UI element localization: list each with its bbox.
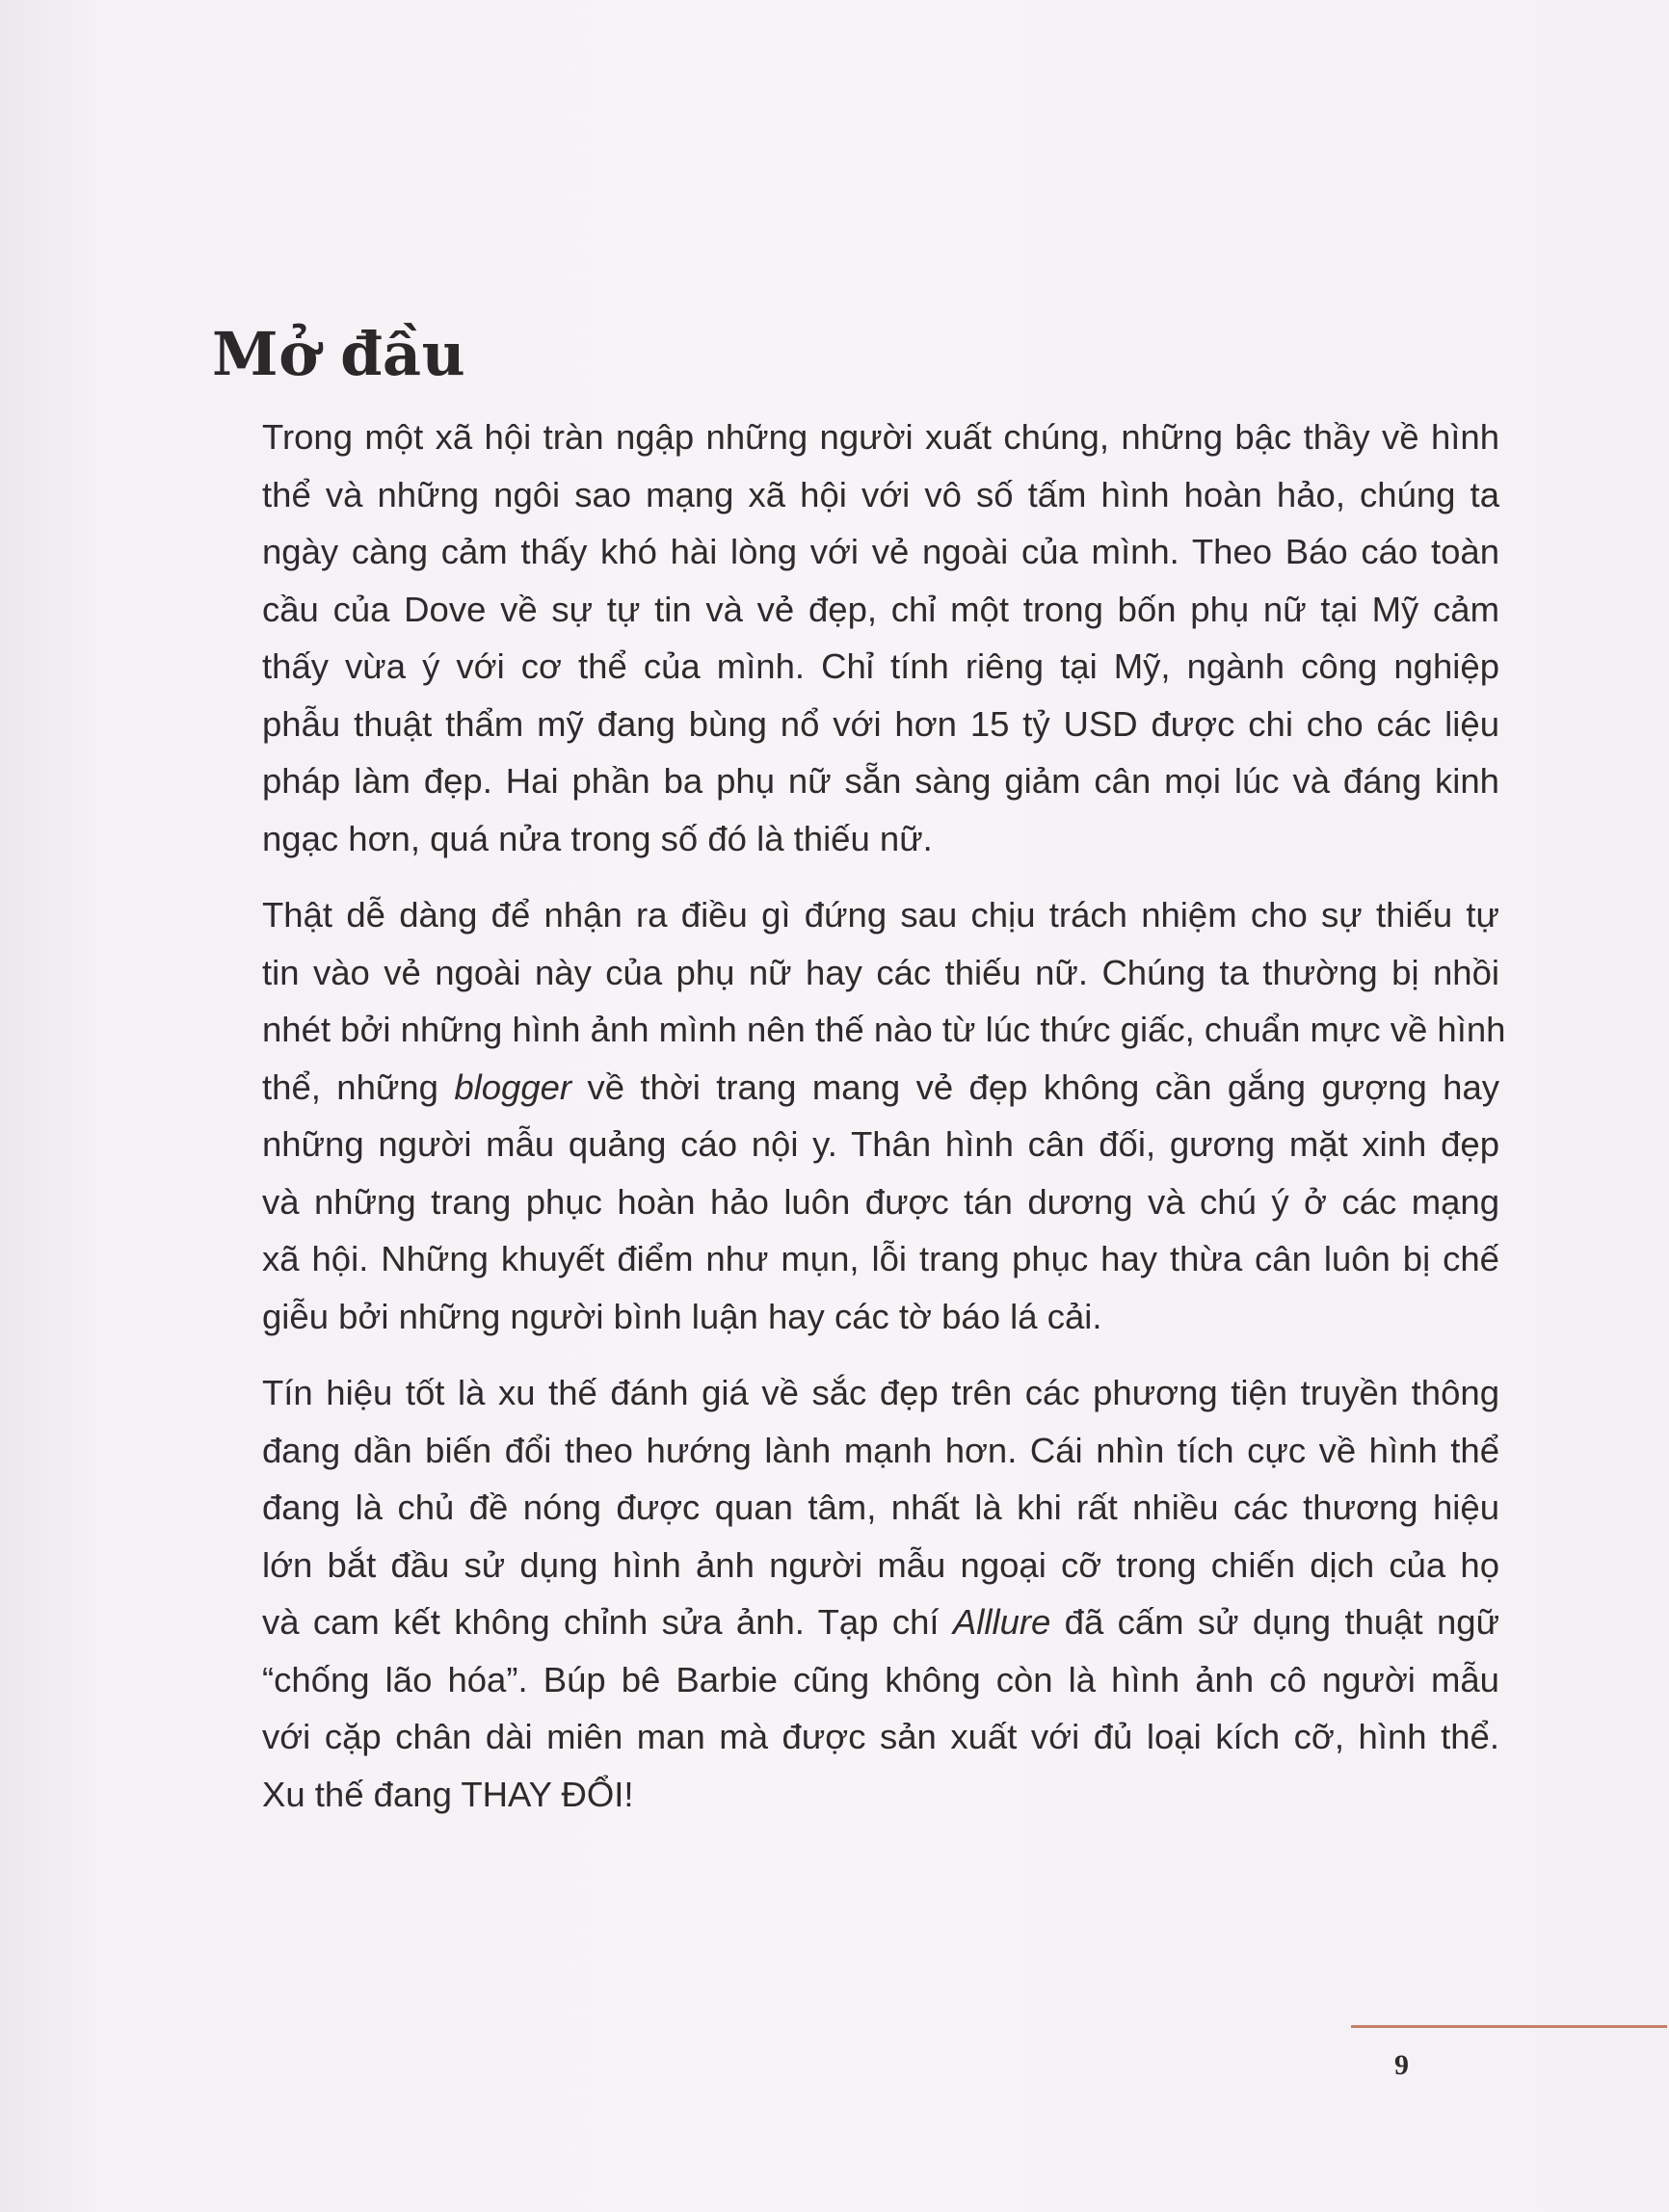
text-line: thể, những blogger về thời trang mang vẻ đẹp không cần gắng gượng hay	[262, 1066, 1499, 1107]
text-line: lớn bắt đầu sử dụng hình ảnh người mẫu ngoại cỡ trong chiến dịch của họ	[262, 1544, 1499, 1585]
text-line: Tín hiệu tốt là xu thế đánh giá về sắc đẹp trên các phương tiện truyền thông	[262, 1373, 1499, 1412]
text-line: “chống lão hóa”. Búp bê Barbie cũng không còn là hình ảnh cô người mẫu	[262, 1659, 1499, 1699]
text-line: những người mẫu quảng cáo nội y. Thân hình cân đối, gương mặt xinh đẹp	[262, 1124, 1499, 1164]
text-line: cầu của Dove về sự tự tin và vẻ đẹp, chỉ một trong bốn phụ nữ tại Mỹ cảm	[262, 589, 1499, 629]
text-line: đang là chủ đề nóng được quan tâm, nhất là khi rất nhiều các thương hiệu	[262, 1488, 1499, 1527]
text-line: Thật dễ dàng để nhận ra điều gì đứng sau chịu trách nhiệm cho sự thiếu tự	[262, 895, 1499, 935]
page-number: 9	[1394, 2049, 1409, 2081]
text-line: phẫu thuật thẩm mỹ đang bùng nổ với hơn 15 tỷ USD được chi cho các liệu	[262, 703, 1499, 744]
body-text	[262, 408, 1506, 1823]
paragraph	[262, 1364, 1499, 1823]
text-line: với cặp chân dài miên man mà được sản xuất với đủ loại kích cỡ, hình thể.	[262, 1717, 1499, 1756]
text-line: ngày càng cảm thấy khó hài lòng với vẻ ngoài của mình. Theo Báo cáo toàn	[262, 532, 1499, 571]
text-line: đang dần biến đổi theo hướng lành mạnh hơn. Cái nhìn tích cực về hình thể	[262, 1430, 1499, 1470]
text-line: thấy vừa ý với cơ thể của mình. Chỉ tính riêng tại Mỹ, ngành công nghiệp	[262, 646, 1499, 686]
italic-term: Alllure	[952, 1602, 1051, 1642]
text-line: thể và những ngôi sao mạng xã hội với vô số tấm hình hoàn hảo, chúng ta	[262, 474, 1499, 514]
text-line: và những trang phục hoàn hảo luôn được tán dương và chú ý ở các mạng	[262, 1181, 1499, 1222]
italic-term: blogger	[454, 1066, 572, 1107]
text-line: Trong một xã hội tràn ngập những người xuất chúng, những bậc thầy về hình	[262, 417, 1499, 457]
text-line: xã hội. Những khuyết điểm như mụn, lỗi trang phục hay thừa cân luôn bị chế	[262, 1239, 1499, 1278]
paragraph	[262, 408, 1499, 867]
text-line: và cam kết không chỉnh sửa ảnh. Tạp chí Alllure đã cấm sử dụng thuật ngữ	[262, 1602, 1499, 1642]
footer-rule	[1351, 2025, 1667, 2028]
text-line: tin vào vẻ ngoài này của phụ nữ hay các thiếu nữ. Chúng ta thường bị nhồi	[262, 952, 1499, 992]
text-line: Xu thế đang THAY ĐỔI!	[262, 1774, 634, 1814]
paragraph	[262, 886, 1506, 1345]
text-line: nhét bởi những hình ảnh mình nên thế nào từ lúc thức giấc, chuẩn mực về hình	[262, 1010, 1506, 1049]
text-line: giễu bởi những người bình luận hay các tờ báo lá cải.	[262, 1296, 1102, 1336]
text-line: pháp làm đẹp. Hai phần ba phụ nữ sẵn sàng giảm cân mọi lúc và đáng kinh	[262, 761, 1499, 801]
text-line: ngạc hơn, quá nửa trong số đó là thiếu nữ.	[262, 818, 933, 858]
chapter-heading: Mở đầu	[212, 319, 466, 389]
